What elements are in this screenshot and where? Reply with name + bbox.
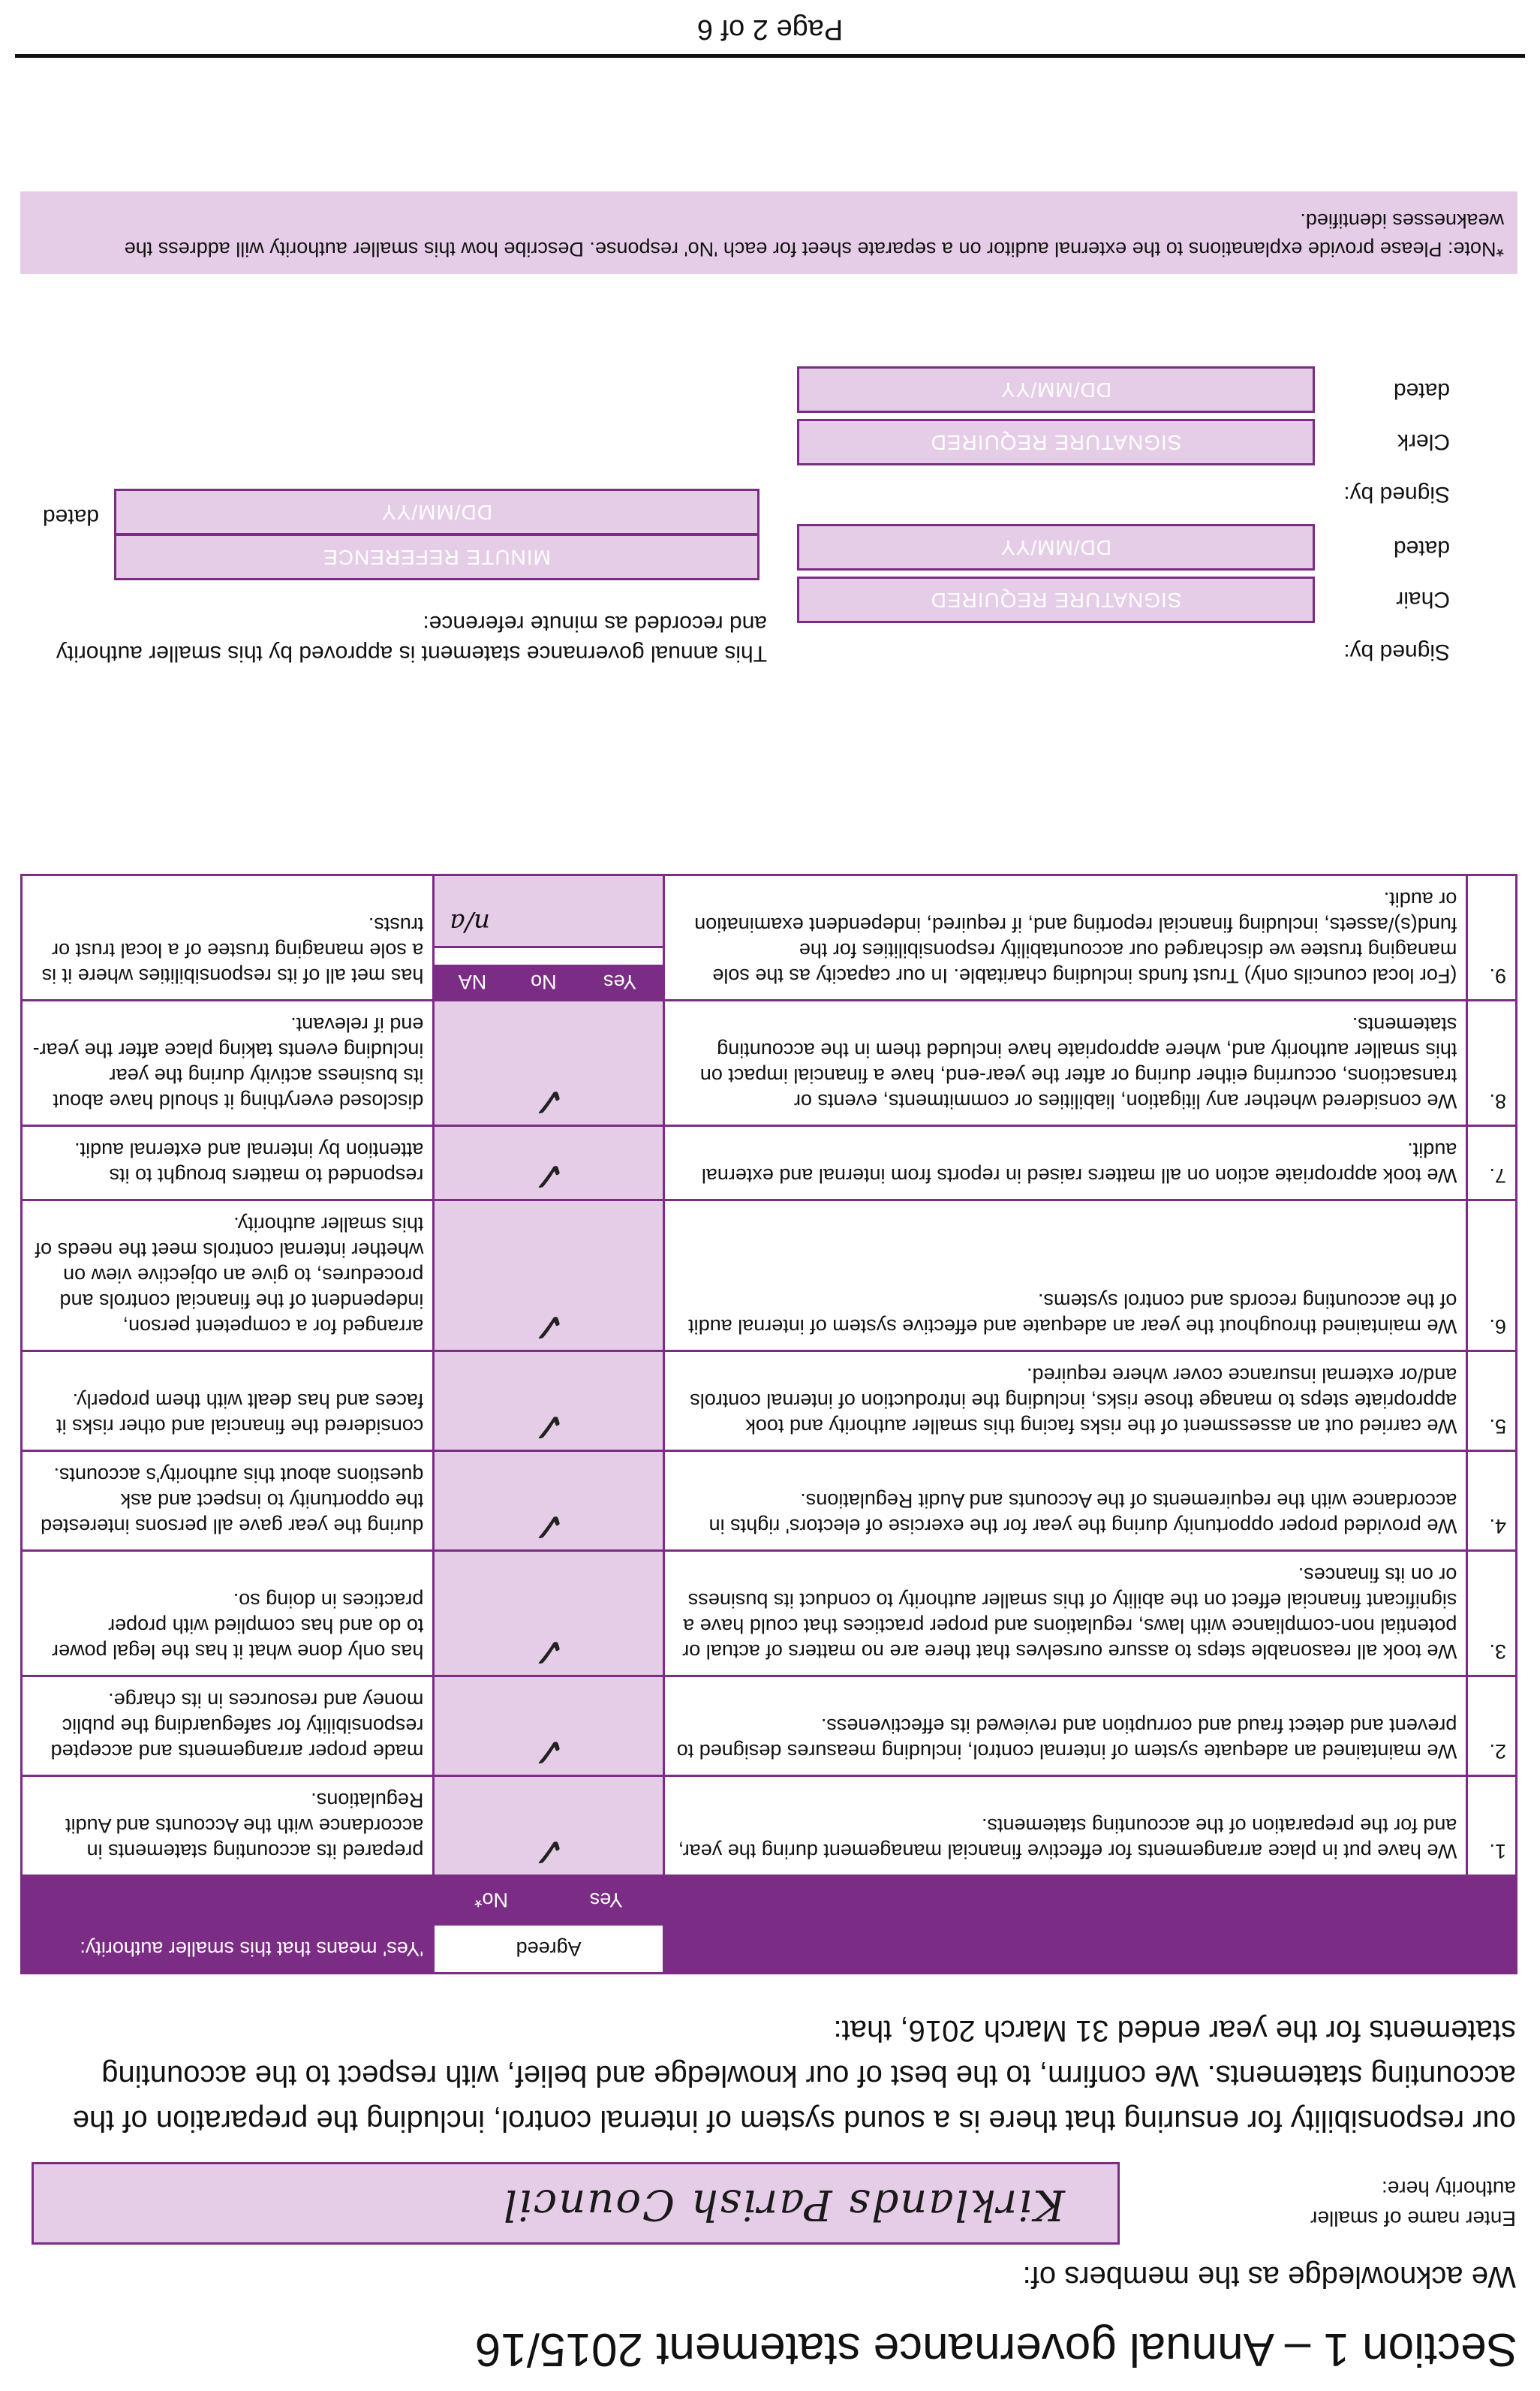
row-statement: We have put in place arrangements for effective financial management during the year, and for the preparation of the accounting statements. — [663, 1776, 1467, 1876]
minute-reference-field[interactable]: MINUTE REFERENCE — [114, 534, 759, 580]
governance-table — [20, 874, 1517, 1974]
row-answer[interactable] — [434, 1126, 663, 1200]
no-header: No — [509, 965, 578, 998]
signed-by-label: Signed by: — [1343, 640, 1450, 664]
table-header-row — [22, 1925, 1517, 1974]
table-row — [22, 1451, 1517, 1551]
table-row — [22, 1551, 1517, 1676]
row-answer[interactable] — [434, 1200, 663, 1351]
tick-mark: ✓ — [531, 1078, 566, 1125]
row-meaning: disclosed everything it should have about its business activity during the year including events taking place after the year-end if relevant. — [22, 1001, 434, 1126]
row-number: 3. — [1467, 1551, 1517, 1676]
row-meaning: made proper arrangements and accepted responsibility for safeguarding the public money and resources in its charge. — [22, 1676, 434, 1776]
yes-header: Yes — [578, 965, 662, 998]
yes-no-na-subtable — [435, 965, 662, 999]
authority-name-field[interactable] — [32, 2162, 1120, 2245]
page-title: Section 1 – Annual governance statement 2015/16 — [474, 2323, 1517, 2375]
minute-date-field[interactable]: DD/MM/YY — [114, 489, 759, 535]
approval-text: This annual governance statement is approved by this smaller authority and recorded as minute reference: — [56, 611, 767, 666]
row-meaning: during the year gave all persons interested the opportunity to inspect and ask questions about this authority's accounts. — [22, 1451, 434, 1551]
table-row — [22, 1001, 1517, 1126]
row-number: 9. — [1467, 875, 1517, 1001]
yes-header: Yes — [549, 1876, 663, 1925]
intro-text: We acknowledge as the members of: — [1022, 2260, 1516, 2293]
row-meaning: responded to matters brought to its attention by internal and external audit. — [22, 1126, 434, 1200]
table-row — [22, 1126, 1517, 1200]
footer-rule — [15, 54, 1525, 58]
row-number: 7. — [1467, 1126, 1517, 1200]
row-number: 8. — [1467, 1001, 1517, 1126]
signed-by-label: Signed by: — [1343, 482, 1450, 507]
agreed-header: Agreed — [434, 1925, 663, 1974]
row-statement: We maintained an adequate system of internal control, including measures designed to prevent and detect fraud and corruption and reviewed its effectiveness. — [663, 1676, 1467, 1776]
dated-label: dated — [1393, 378, 1450, 403]
chair-date-field[interactable]: DD/MM/YY — [797, 524, 1315, 571]
chair-signature-field[interactable]: SIGNATURE REQUIRED — [797, 577, 1315, 623]
note-box: *Note: Please provide explanations to the external auditor on a separate sheet for each 'No' response. Describe how this smaller authority will address the weaknesses identified. — [20, 191, 1517, 274]
table-row — [22, 1200, 1517, 1351]
na-header: NA — [435, 965, 509, 998]
row-statement: We considered whether any litigation, liabilities or commitments, events or transactions, occurring either during or after the year-end, have a financial impact on this smaller authority and, where appropriate have included them in the accounting statements. — [663, 1001, 1467, 1126]
tick-mark: ✓ — [531, 1303, 566, 1351]
table-row — [22, 1776, 1517, 1876]
row-answer[interactable] — [434, 1451, 663, 1551]
tick-mark: ✓ — [531, 1728, 566, 1775]
row-meaning: arranged for a competent person, independent of the financial controls and procedures, to give an objective view on whether internal controls meet the needs of this smaller authority. — [22, 1200, 434, 1351]
row-number: 5. — [1467, 1351, 1517, 1451]
tick-mark: ✓ — [531, 1403, 566, 1450]
tick-mark: ✓ — [531, 1152, 566, 1200]
row-meaning: has met all of its responsibilities where it is a sole managing trustee of a local trust or trusts. — [22, 875, 434, 1001]
row-number: 6. — [1467, 1200, 1517, 1351]
row-meaning: has only done what it has the legal power to do and has complied with proper practices in doing so. — [22, 1551, 434, 1676]
row-statement: We took appropriate action on all matters raised in reports from internal and external audit. — [663, 1126, 1467, 1200]
chair-label: Chair — [1396, 587, 1450, 612]
tick-mark: ✓ — [531, 1828, 566, 1875]
row-answer[interactable] — [434, 1776, 663, 1876]
clerk-signature-field[interactable]: SIGNATURE REQUIRED — [797, 419, 1315, 465]
row-answer[interactable] — [434, 875, 663, 947]
row-answer[interactable] — [434, 1551, 663, 1676]
clerk-date-field[interactable]: DD/MM/YY — [797, 366, 1315, 413]
dated-label: dated — [1393, 536, 1450, 561]
row-meaning: prepared its accounting statements in accordance with the Accounts and Audit Regulations. — [22, 1776, 434, 1876]
row-answer[interactable] — [434, 1676, 663, 1776]
row-statement: We carried out an assessment of the risks facing this smaller authority and took appropriate steps to manage those risks, including the introduction of internal controls and/or external insurance cover where required. — [663, 1351, 1467, 1451]
clerk-label: Clerk — [1397, 429, 1450, 454]
authority-name-value: Kirklands Parish Council — [502, 2180, 1065, 2229]
row-statement: We maintained throughout the year an adequate and effective system of internal audit of the accounting records and control systems. — [663, 1200, 1467, 1351]
row-statement: (For local councils only) Trust funds including charitable. In our capacity as the sole managing trustee we discharged our accountability responsibilities for the fund(s)/assets, including financial reporting and, if required, independent examination or audit. — [663, 875, 1467, 1001]
dated-label: dated — [42, 504, 99, 529]
tick-mark: ✓ — [531, 1628, 566, 1676]
no-header: No* — [434, 1876, 549, 1925]
row-answer[interactable] — [434, 1351, 663, 1451]
header-left-blank — [663, 1876, 1516, 1974]
row-number: 2. — [1467, 1676, 1517, 1776]
header-right-text: 'Yes' means that this smaller authority: — [22, 1876, 434, 1974]
na-mark: n/a — [450, 908, 491, 938]
table-row — [22, 1351, 1517, 1451]
tick-mark: ✓ — [531, 1503, 566, 1550]
yes-no-na-header — [434, 947, 663, 1001]
row-statement: We took all reasonable steps to assure ourselves that there are no matters of actual or potential non-compliance with laws, regulations and proper practices that could have a significant financial effect on the ability of this smaller authority to conduct its business or on its finances. — [663, 1551, 1467, 1676]
row-answer[interactable] — [434, 1001, 663, 1126]
page-number: Page 2 of 6 — [696, 14, 844, 45]
row-number: 4. — [1467, 1451, 1517, 1551]
table-row-trust-funds — [22, 947, 1517, 1001]
authority-name-label: Enter name of smaller authority here: — [1310, 2177, 1516, 2230]
row-meaning: considered the financial and other risks it faces and has dealt with them properly. — [22, 1351, 434, 1451]
row-number: 1. — [1467, 1776, 1517, 1876]
table-row — [22, 1676, 1517, 1776]
responsibility-paragraph: our responsibility for ensuring that there is a sound system of internal control, including the preparation of the accounting statements. We confirm, to the best of our knowledge and belief, with respect to the accounting statements for the year ended 31 March 2016, that: — [72, 2014, 1516, 2137]
row-statement: We provided proper opportunity during the year for the exercise of electors' rights in accordance with the requirements of the Accounts and Audit Regulations. — [663, 1451, 1467, 1551]
